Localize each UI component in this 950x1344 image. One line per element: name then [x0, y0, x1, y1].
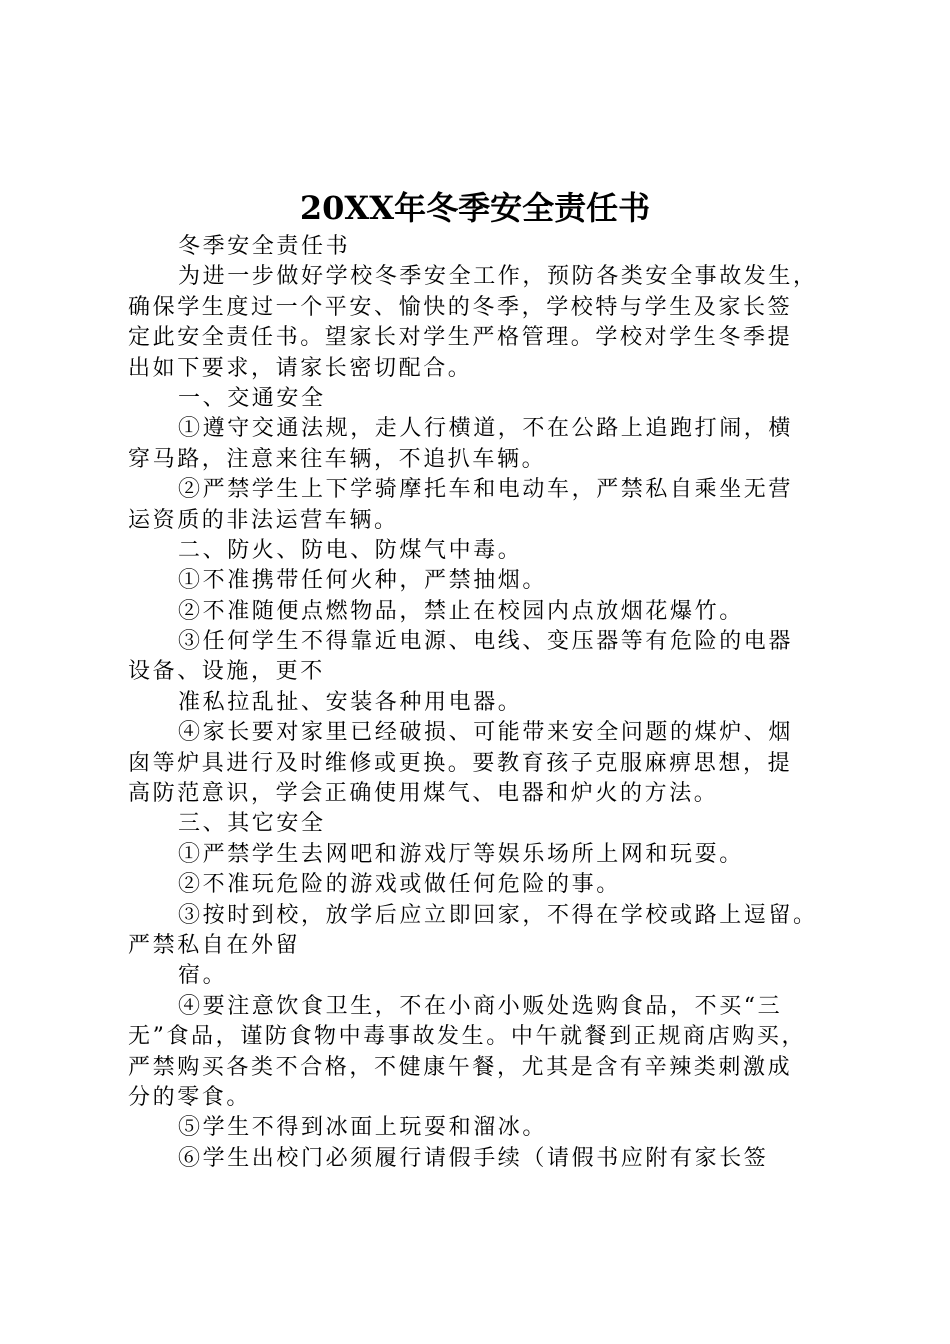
text-line: 无”食品，谨防食物中毒事故发生。中午就餐到正规商店购买， — [128, 1024, 807, 1050]
document-title: 20XX年冬季安全责任书 — [299, 189, 651, 227]
text-line: 冬季安全责任书 — [178, 234, 351, 259]
text-line: ①遵守交通法规，走人行横道，不在公路上追跑打闹，横 — [178, 416, 794, 442]
text-line: ③任何学生不得靠近电源、电线、变压器等有危险的电器 — [178, 629, 794, 655]
text-line: 一、交通安全 — [178, 385, 326, 411]
document-body — [128, 232, 858, 1174]
text-line: ②严禁学生上下学骑摩托车和电动车，严禁私自乘坐无营 — [178, 477, 794, 503]
text-line: 分的零食。 — [128, 1084, 252, 1110]
text-line: ②不准随便点燃物品，禁止在校园内点放烟花爆竹。 — [178, 598, 744, 624]
text-line: ④家长要对家里已经破损、可能带来安全问题的煤炉、烟 — [178, 720, 794, 746]
text-line: ⑥学生出校门必须履行请假手续（请假书应附有家长签 — [178, 1145, 769, 1171]
text-line: 为进一步做好学校冬季安全工作，预防各类安全事故发生， — [178, 264, 818, 290]
text-line: 严禁私自在外留 — [128, 932, 301, 958]
text-line: ②不准玩危险的游戏或做任何危险的事。 — [178, 872, 621, 898]
text-line: 准私拉乱扯、安装各种用电器。 — [178, 689, 523, 715]
text-line: 严禁购买各类不合格，不健康午餐，尤其是含有辛辣类刺激成 — [128, 1054, 793, 1080]
text-line: 运资质的非法运营车辆。 — [128, 507, 399, 533]
text-line: 定此安全责任书。望家长对学生严格管理。学校对学生冬季提 — [128, 325, 793, 351]
text-line: 高防范意识，学会正确使用煤气、电器和炉火的方法。 — [128, 781, 719, 807]
text-line: 出如下要求，请家长密切配合。 — [128, 355, 473, 381]
text-line: ③按时到校，放学后应立即回家，不得在学校或路上逗留。 — [178, 902, 818, 928]
text-line: ①不准携带任何火种，严禁抽烟。 — [178, 568, 548, 594]
text-line: 穿马路，注意来往车辆，不追扒车辆。 — [128, 446, 547, 472]
text-line: 二、防火、防电、防煤气中毒。 — [178, 537, 523, 563]
text-line: ④要注意饮食卫生，不在小商小贩处选购食品，不买“三 — [178, 993, 783, 1019]
text-line: 设备、设施，更不 — [128, 659, 325, 685]
text-line: 三、其它安全 — [178, 811, 326, 837]
text-line: ⑤学生不得到冰面上玩耍和溜冰。 — [178, 1115, 548, 1141]
text-line: 宿。 — [178, 963, 228, 989]
text-line: 囱等炉具进行及时维修或更换。要教育孩子克服麻痹思想，提 — [128, 750, 793, 776]
text-line: ①严禁学生去网吧和游戏厅等娱乐场所上网和玩耍。 — [178, 841, 744, 867]
text-line: 确保学生度过一个平安、愉快的冬季，学校特与学生及家长签 — [128, 294, 793, 320]
